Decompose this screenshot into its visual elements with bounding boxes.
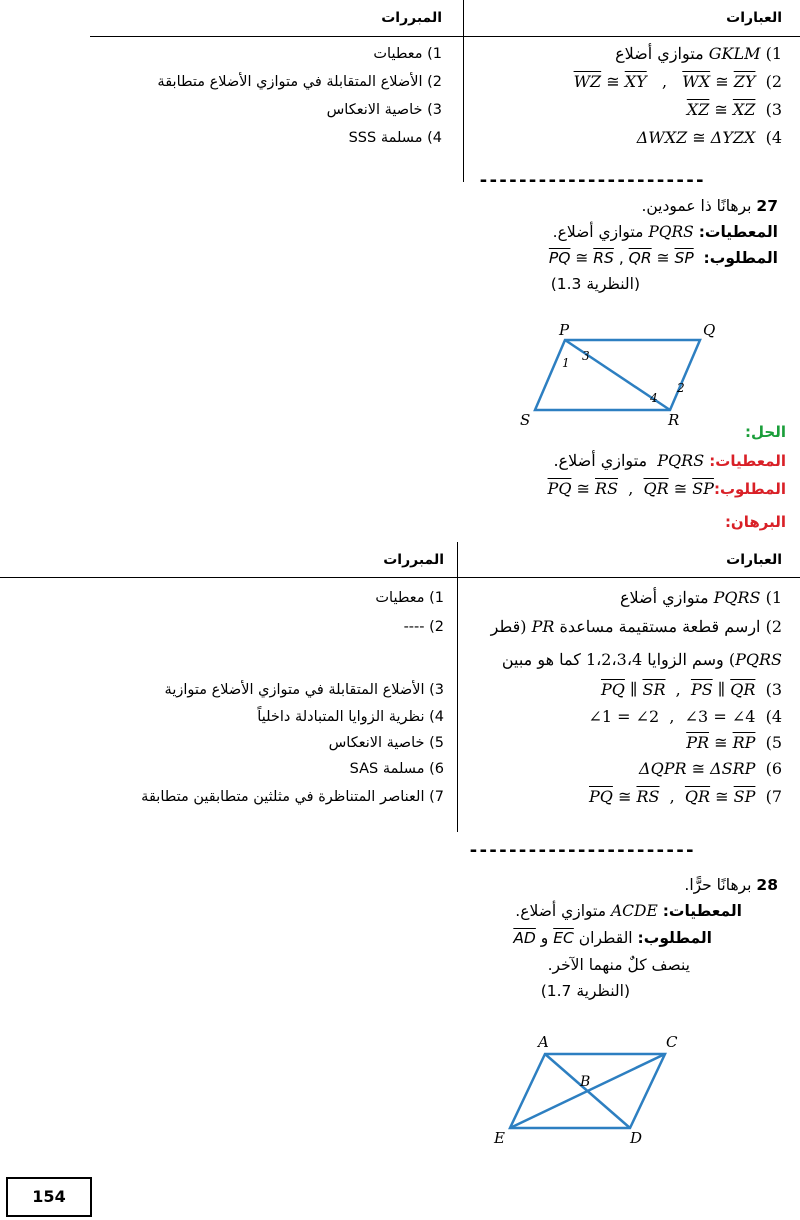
header-rule-2 xyxy=(0,577,800,578)
table2-reason-2: 2) ---- xyxy=(403,619,444,635)
table1-statement-1: 1) GKLM متوازي أضلاع xyxy=(615,44,782,63)
vertex-c: C xyxy=(666,1033,678,1051)
solution-required: $المطلوب:\overline{PQ}$ ≅ $\overline{RS}$ , $\overline{QR}$ ≅ $\overline{SP}$ xyxy=(547,479,786,498)
table2-statement-2b: PQRS) وسم الزوايا 1،2،3،4 كما هو مبين xyxy=(501,650,782,669)
table2-statement-4: ∠1 = ∠2 , ∠3 = ∠4 (4 xyxy=(588,707,782,726)
problem-28-required: المطلوب: القطران EC و AD xyxy=(513,929,712,947)
table1-reason-1: 1) معطيات xyxy=(373,46,442,62)
proof-heading: البرهان: xyxy=(724,513,786,531)
solution-given: المعطيات: PQRS متوازي أضلاع. xyxy=(553,451,786,470)
table1-statement-4: ΔWXZ ≅ ΔYZX (4 xyxy=(636,128,782,147)
column-divider xyxy=(463,0,464,182)
problem-27-given: المعطيات: PQRS متوازي أضلاع. xyxy=(552,223,778,241)
divider-2: ----------------------- xyxy=(468,840,695,861)
statements-header: العبارات xyxy=(726,10,782,26)
angle-1: 1 xyxy=(562,356,570,370)
header-rule xyxy=(90,36,800,37)
table2-reason-5: 5) خاصية الانعكاس xyxy=(328,735,444,751)
problem-number: 28 xyxy=(756,876,778,894)
problem-28-given: المعطيات: ACDE متوازي أضلاع. xyxy=(515,902,742,920)
vertex-s: S xyxy=(520,411,531,429)
vertex-q: Q xyxy=(703,321,716,339)
table2-statement-6: ΔQPR ≅ ΔSRP (6 xyxy=(639,759,782,778)
vertex-a: A xyxy=(538,1033,549,1051)
table2-statement-1: 1) PQRS متوازي أضلاع xyxy=(619,588,782,607)
vertex-d: D xyxy=(630,1129,643,1145)
divider-1: ----------------------- xyxy=(478,170,705,191)
table2-reason-1: 1) معطيات xyxy=(375,590,444,606)
table2-statement-2: 2) ارسم قطعة مستقيمة مساعدة PR (قطر xyxy=(490,617,782,636)
table2-reason-4: 4) نظرية الزوايا المتبادلة داخلياً xyxy=(257,709,444,725)
table1-statement-2: $\overline{WZ}$ ≅ $\overline{XY}$ , $\overline{WX}$ ≅ $\overline{ZY}$ (2 xyxy=(573,72,782,91)
table2-reason-7: 7) العناصر المتناظرة في مثلثين متطابقين متطابقة xyxy=(141,789,444,805)
angle-3: 3 xyxy=(582,349,590,363)
table2-statement-7: $\overline{PQ}$ ≅ $\overline{RS}$ , $\overline{QR}$ ≅ $\overline{SP}$ (7 xyxy=(589,787,782,806)
reasons-header: المبررات xyxy=(381,10,442,26)
parallelogram-acde-figure xyxy=(480,1030,710,1145)
statements-header-2: العبارات xyxy=(726,552,782,568)
vertex-e: E xyxy=(494,1129,505,1145)
page-number: 154 xyxy=(6,1177,92,1217)
reasons-header-2: المبررات xyxy=(383,552,444,568)
point-b: B xyxy=(580,1074,591,1090)
table1-reason-4: 4) مسلمة SSS xyxy=(348,130,442,146)
table2-statement-3: $\overline{PQ}$ ∥ $\overline{SR}$ , $\overline{PS}$ ∥ $\overline{QR}$ (3 xyxy=(601,680,782,699)
problem-28-theorem: (النظرية 1.7) xyxy=(540,982,630,1000)
problem-number: 27 xyxy=(756,197,778,215)
table1-reason-3: 3) خاصية الانعكاس xyxy=(326,102,442,118)
problem-28-required-2: ينصف كلٌ منهما الآخر. xyxy=(547,956,690,974)
problem-27-title: 27 برهانًا ذا عمودين. xyxy=(641,197,778,215)
solution-heading: الحل: xyxy=(745,423,786,441)
problem-28-title: 28 برهانًا حرًّا. xyxy=(684,876,778,894)
table2-statement-5: $\overline{PR}$ ≅ $\overline{RP}$ (5 xyxy=(686,733,782,752)
angle-4: 4 xyxy=(650,391,658,405)
table2-reason-3: 3) الأضلاع المتقابلة في متوازي الأضلاع متوازية xyxy=(164,682,444,698)
column-divider-2 xyxy=(457,542,458,832)
vertex-p: P xyxy=(559,321,570,339)
problem-27-required: المطلوب: $\overline{PQ}$ ≅ $\overline{RS}$ , $\overline{QR}$ ≅ $\overline{SP}$ xyxy=(548,249,778,267)
vertex-r: R xyxy=(668,411,680,429)
angle-2: 2 xyxy=(677,381,685,395)
parallelogram-pqrs-figure xyxy=(510,320,760,430)
problem-27-theorem: (النظرية 1.3) xyxy=(550,275,640,293)
diagonal-ec xyxy=(510,1054,665,1128)
table2-reason-6: 6) مسلمة SAS xyxy=(349,761,444,777)
table1-reason-2: 2) الأضلاع المتقابلة في متوازي الأضلاع متطابقة xyxy=(157,74,442,90)
table1-statement-3: $\overline{XZ}$ ≅ $\overline{XZ}$ (3 xyxy=(686,100,782,119)
